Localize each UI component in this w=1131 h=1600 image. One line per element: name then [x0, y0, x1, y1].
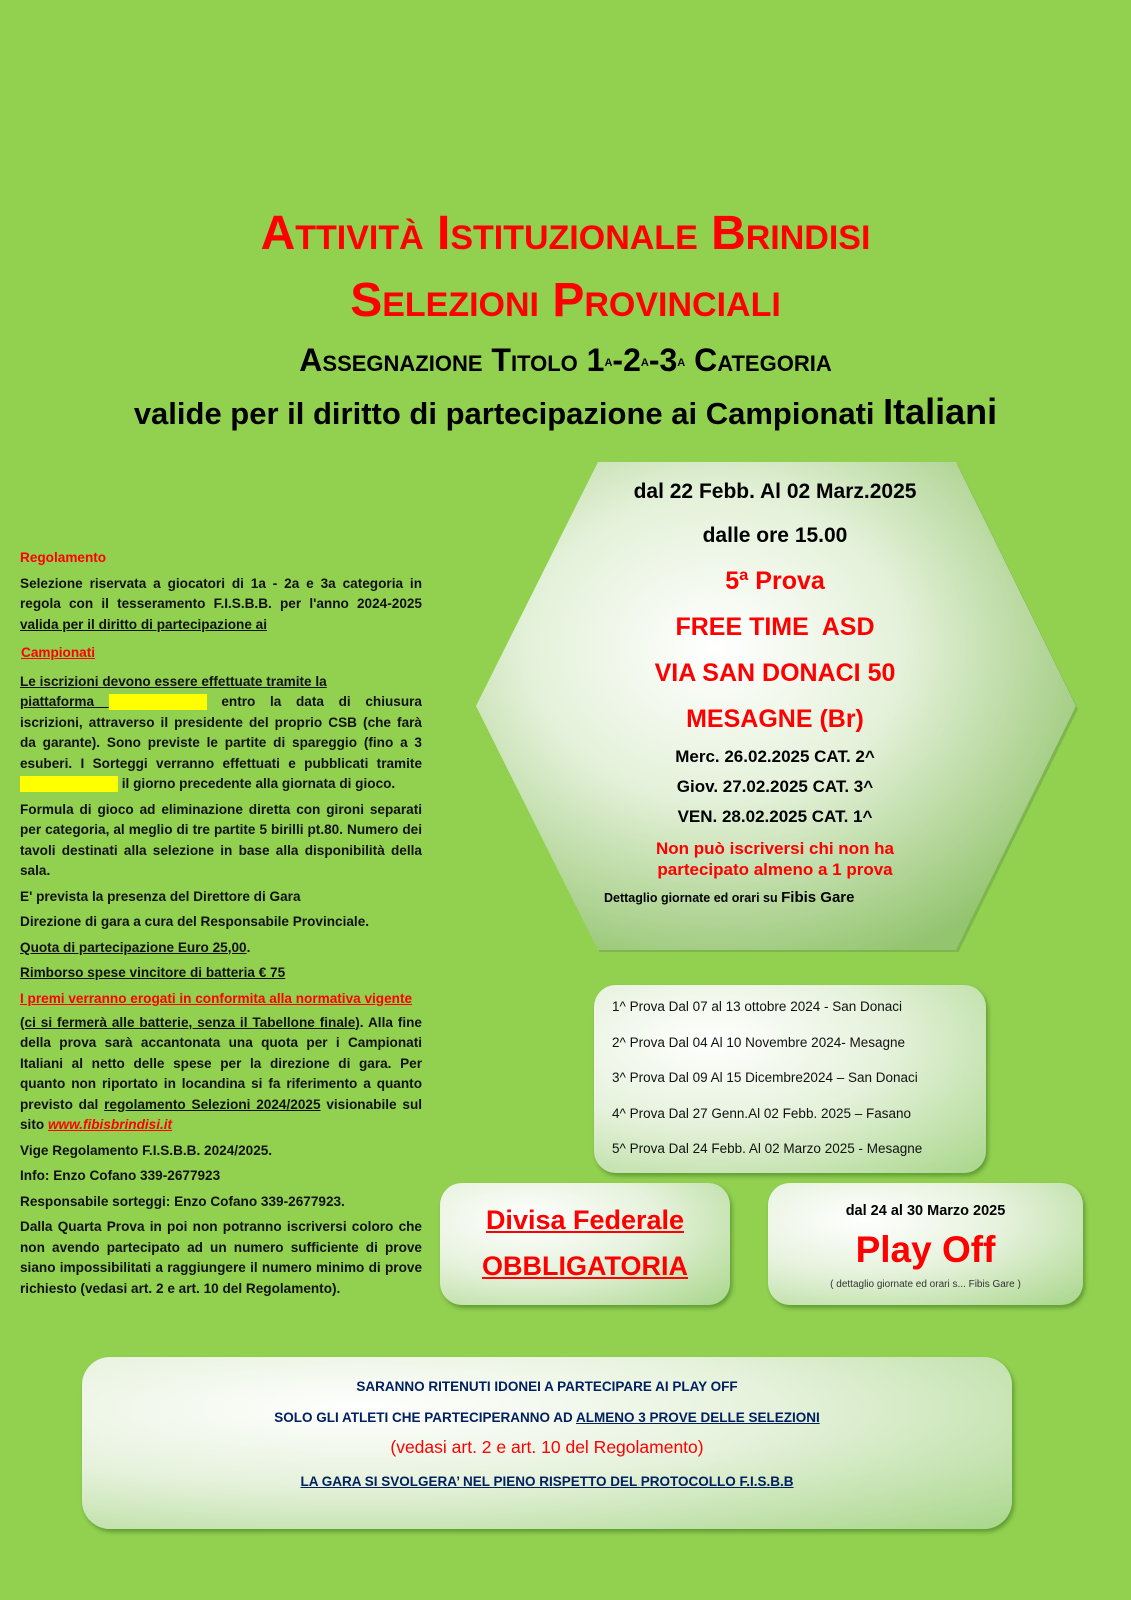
schedule-row: 2^ Prova Dal 04 Al 10 Novembre 2024- Mesagne — [612, 1034, 905, 1050]
p2-text-b: il giorno precedente alla giornata di gioco. — [118, 776, 396, 791]
event-time: dalle ore 15.00 — [702, 524, 848, 547]
rules-p2 — [20, 672, 422, 795]
rules-p5: Direzione di gara a cura del Responsabile Provinciale. — [20, 914, 370, 929]
p9-underline-2: regolamento Selezioni 2024/2025 — [104, 1096, 321, 1112]
detail-fibis: Fibis Gare — [781, 889, 855, 906]
p1-underline: valida per il diritto di partecipazione ai — [20, 616, 268, 632]
p2-underline-1: Le iscrizioni devono essere effettuate tramite la — [20, 673, 327, 689]
p9-text-b: visionabile sul sito — [20, 1096, 423, 1132]
divisa-line-2: OBBLIGATORIA — [482, 1251, 688, 1281]
validity-text: valide per il diritto di partecipazione ai Campionati — [133, 396, 884, 431]
event-dates: dal 22 Febb. Al 02 Marz.2025 — [633, 480, 917, 503]
rules-p6 — [20, 938, 422, 959]
sup-3: a — [677, 353, 686, 370]
divisa-box — [440, 1183, 730, 1305]
title-line-1: Attività Istituzionale Brindisi — [260, 207, 871, 260]
bottom-notice-box — [82, 1357, 1012, 1529]
playoff-box — [768, 1183, 1083, 1305]
event-club: FREE TIME ASD — [675, 613, 875, 641]
playoff-dates: dal 24 al 30 Marzo 2025 — [845, 1203, 1006, 1219]
schedule-row: 5^ Prova Dal 24 Febb. Al 02 Marzo 2025 - Mesagne — [612, 1141, 923, 1156]
schedule-row: 3^ Prova Dal 09 Al 15 Dicembre2024 – San Donaci — [612, 1070, 918, 1085]
event-note-2: partecipato almeno a 1 prova — [657, 860, 893, 879]
notice-line-4: LA GARA SI SVOLGERA’ NEL PIENO RISPETTO DEL PROTOCOLLO F.I.S.B.B — [300, 1474, 794, 1489]
sup-2: a — [640, 353, 649, 370]
campionati-label: Campionati — [21, 645, 96, 660]
p2-underline-2: piattaforma — [20, 694, 109, 709]
notice-line-2 — [82, 1410, 1012, 1425]
playoff-small: ( dettaglio giornate ed orari s... Fibis Gare ) — [830, 1279, 1021, 1290]
playoff-title: Play Off — [855, 1229, 996, 1270]
event-day-1: Merc. 26.02.2025 CAT. 2^ — [675, 747, 875, 766]
p9-underline: (ci si fermerà alle batterie, senza il Tabellone finale) — [20, 1014, 360, 1030]
subtitle-category-word: Categoria — [685, 342, 832, 378]
notice-line-2-underline: ALMENO 3 PROVE DELLE SELEZIONI — [575, 1410, 820, 1425]
highlight-blank-2 — [20, 776, 118, 792]
event-city: MESAGNE (Br) — [686, 705, 864, 733]
rules-p13: Dalla Quarta Prova in poi non potranno iscriversi coloro che non avendo partecipato ad un numero sufficiente di prove siano impossibilitati a raggiungere il numero minimo di prove richiesto (vedasi art. 2 e art. 10 del Regolamento). — [20, 1219, 422, 1296]
rules-p1 — [20, 574, 422, 636]
subtitle-text: Assegnazione Titolo 1 — [299, 342, 605, 378]
sub-dash-2: -2 — [612, 342, 641, 378]
validity-italiani: Italiani — [883, 391, 998, 432]
highlight-blank-1 — [109, 694, 207, 710]
divisa-line-1: Divisa Federale — [485, 1205, 685, 1235]
rules-campionati — [21, 643, 422, 664]
rules-p11: Info: Enzo Cofano 339-2677923 — [20, 1168, 221, 1183]
detail-text: Dettaglio giornate ed orari su — [604, 891, 782, 905]
event-day-2: Giov. 27.02.2025 CAT. 3^ — [676, 777, 874, 796]
rules-column — [20, 548, 422, 1304]
site-link[interactable]: www.fibisbrindisi.it — [47, 1117, 173, 1132]
event-day-3: VEN. 28.02.2025 CAT. 1^ — [677, 807, 873, 826]
sup-1: a — [604, 353, 613, 370]
sub-dash-3: -3 — [648, 342, 678, 378]
notice-line-2-text: SOLO GLI ATLETI CHE PARTECIPERANNO AD — [274, 1410, 576, 1425]
p8-underline: I premi verranno erogati in conformita alla normativa vigente — [20, 990, 413, 1006]
p2-text-a: entro la data di chiusura iscrizioni, attraverso il presidente del proprio CSB (che farà da garante). Sono previste le partite di spareggio (fino a 3 esuberi. I Sorteggi verranno effettuati e pubblicati tramite — [20, 694, 422, 771]
event-address: VIA SAN DONACI 50 — [654, 659, 896, 687]
schedule-box — [594, 985, 986, 1173]
notice-line-1: SARANNO RITENUTI IDONEI A PARTECIPARE AI PLAY OFF — [356, 1379, 738, 1394]
p1-text: Selezione riservata a giocatori di 1a - 2a e 3a categoria in regola con il tesseramento F.I.S.B.B. per l'anno 2024-2025 — [20, 575, 422, 611]
subtitle-validity — [0, 390, 1131, 436]
p6-underline: Quota di partecipazione Euro 25,00 — [20, 939, 247, 955]
event-note-1: Non può iscriversi chi non ha — [655, 839, 895, 858]
rules-p9 — [20, 1013, 422, 1136]
rules-p4: E' prevista la presenza del Direttore di Gara — [20, 888, 301, 904]
rules-p3: Formula di gioco ad eliminazione diretta con gironi separati per categoria, al meglio di tre partite 5 birilli pt.80. Numero dei tavoli destinati alla selezione in base alla disponibilità della sala. — [20, 801, 422, 878]
rules-p12: Responsabile sorteggi: Enzo Cofano 339-2677923. — [20, 1193, 345, 1209]
rules-p10: Vige Regolamento F.I.S.B.B. 2024/2025. — [20, 1142, 273, 1158]
p9-text-a: . Alla fine della prova sarà accantonata una quota per i Campionati Italiani al netto delle spese per la direzione di gara. Per quanto non riportato in locandina si fa riferimento a quanto previsto dal — [20, 1014, 422, 1112]
rules-p8 — [20, 989, 422, 1008]
subtitle-category — [0, 338, 1131, 382]
p7-underline: Rimborso spese vincitore di batteria € 75 — [20, 965, 286, 980]
schedule-row: 4^ Prova Dal 27 Genn.Al 02 Febb. 2025 – Fasano — [612, 1105, 912, 1121]
schedule-row: 1^ Prova Dal 07 al 13 ottobre 2024 - San Donaci — [612, 999, 903, 1014]
event-prova: 5ª Prova — [725, 567, 825, 595]
title-line-2: Selezioni Provinciali — [350, 274, 781, 327]
rules-p7 — [20, 963, 422, 984]
event-details — [560, 470, 990, 908]
notice-line-3: (vedasi art. 2 e art. 10 del Regolamento) — [390, 1437, 704, 1457]
rules-heading: Regolamento — [20, 550, 107, 565]
event-detail — [560, 888, 990, 908]
p6-end: . — [246, 939, 251, 955]
